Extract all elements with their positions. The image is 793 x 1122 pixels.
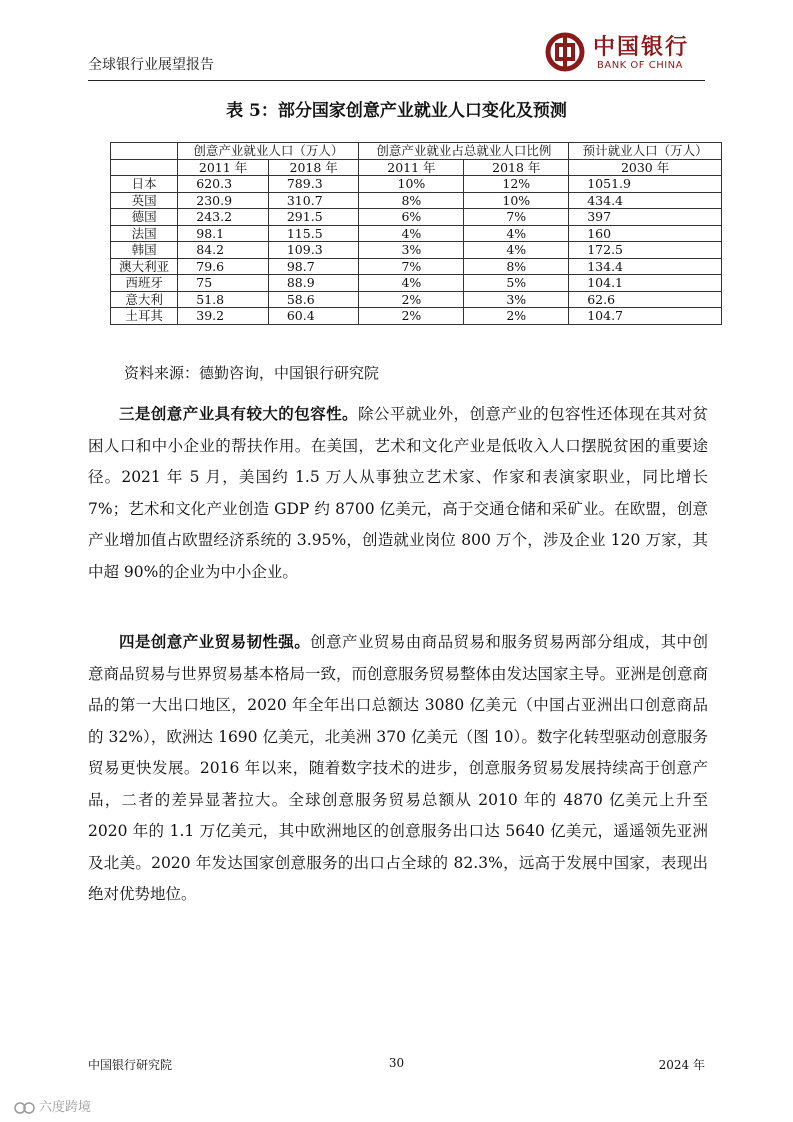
page-number: 30 bbox=[388, 1056, 405, 1070]
page-header bbox=[88, 28, 705, 81]
value-cell: 10% bbox=[464, 192, 569, 209]
group-header-employment: 创意产业就业人口（万人） bbox=[178, 143, 359, 160]
value-cell: 1051.9 bbox=[569, 176, 722, 193]
value-cell: 3% bbox=[464, 291, 569, 308]
country-cell: 德国 bbox=[111, 209, 178, 226]
value-cell: 62.6 bbox=[569, 291, 722, 308]
table-row bbox=[111, 176, 722, 193]
value-cell: 12% bbox=[464, 176, 569, 193]
value-cell: 6% bbox=[359, 209, 464, 226]
table-row bbox=[111, 242, 722, 259]
bank-of-china-logo bbox=[545, 30, 705, 76]
watermark bbox=[14, 1096, 91, 1115]
value-cell: 75 bbox=[178, 275, 269, 292]
table-row bbox=[111, 258, 722, 275]
value-cell: 79.6 bbox=[178, 258, 269, 275]
report-title: 全球银行业展望报告 bbox=[88, 57, 214, 73]
paragraph-lead: 三是创意产业具有较大的包容性。 bbox=[119, 404, 358, 423]
logo-text-cn: 中国银行 bbox=[593, 34, 690, 60]
value-cell: 84.2 bbox=[178, 242, 269, 259]
bank-emblem-icon bbox=[545, 32, 585, 72]
value-cell: 3% bbox=[359, 242, 464, 259]
country-cell: 意大利 bbox=[111, 291, 178, 308]
value-cell: 4% bbox=[359, 225, 464, 242]
sub-header: 2018 年 bbox=[464, 159, 569, 176]
value-cell: 434.4 bbox=[569, 192, 722, 209]
value-cell: 134.4 bbox=[569, 258, 722, 275]
table-source: 资料来源：德勤咨询，中国银行研究院 bbox=[124, 364, 380, 382]
table-group-header-row bbox=[111, 143, 722, 160]
value-cell: 230.9 bbox=[178, 192, 269, 209]
value-cell: 51.8 bbox=[178, 291, 269, 308]
employment-table bbox=[110, 142, 722, 325]
value-cell: 8% bbox=[359, 192, 464, 209]
value-cell: 39.2 bbox=[178, 308, 269, 325]
corner-cell bbox=[111, 143, 178, 160]
corner-cell bbox=[111, 159, 178, 176]
value-cell: 98.1 bbox=[178, 225, 269, 242]
sub-header: 2018 年 bbox=[268, 159, 359, 176]
table-row bbox=[111, 291, 722, 308]
value-cell: 109.3 bbox=[268, 242, 359, 259]
value-cell: 7% bbox=[464, 209, 569, 226]
sub-header: 2030 年 bbox=[569, 159, 722, 176]
paragraph-body: 除公平就业外，创意产业的包容性还体现在其对贫困人口和中小企业的帮扶作用。在美国，艺术和文化产业是低收入人口摆脱贫困的重要途径。2021 年 5 月，美国约 1.5 万人从事独立艺术家、作家和表演家职业，同比增长 7%；艺术和文化产业创造 GDP 约 8700 亿美元，高于交通仓储和采矿业。在欧盟，创意产业增加值占欧盟经济系统的 3.95%，创造就业岗位 800 万个，涉及企业 120 万家，其中超 90%的企业为中小企业。 bbox=[88, 405, 708, 581]
value-cell: 7% bbox=[359, 258, 464, 275]
value-cell: 104.7 bbox=[569, 308, 722, 325]
table-body bbox=[111, 176, 722, 325]
country-cell: 韩国 bbox=[111, 242, 178, 259]
table-row bbox=[111, 225, 722, 242]
table-row bbox=[111, 275, 722, 292]
watermark-text: 六度跨境 bbox=[39, 1100, 92, 1115]
country-cell: 日本 bbox=[111, 176, 178, 193]
table-row bbox=[111, 308, 722, 325]
footer-year: 2024 年 bbox=[658, 1058, 705, 1072]
paragraph-inclusiveness bbox=[88, 398, 708, 588]
value-cell: 98.7 bbox=[268, 258, 359, 275]
value-cell: 4% bbox=[464, 225, 569, 242]
paragraph-lead: 四是创意产业贸易韧性强。 bbox=[119, 632, 311, 651]
value-cell: 115.5 bbox=[268, 225, 359, 242]
value-cell: 4% bbox=[464, 242, 569, 259]
value-cell: 291.5 bbox=[268, 209, 359, 226]
value-cell: 88.9 bbox=[268, 275, 359, 292]
value-cell: 8% bbox=[464, 258, 569, 275]
value-cell: 2% bbox=[464, 308, 569, 325]
value-cell: 4% bbox=[359, 275, 464, 292]
logo-text-en: BANK OF CHINA bbox=[597, 60, 683, 71]
table-row bbox=[111, 209, 722, 226]
country-cell: 法国 bbox=[111, 225, 178, 242]
value-cell: 789.3 bbox=[268, 176, 359, 193]
paragraph-body: 创意产业贸易由商品贸易和服务贸易两部分组成，其中创意商品贸易与世界贸易基本格局一致，而创意服务贸易整体由发达国家主导。亚洲是创意商品的第一大出口地区，2020 年全年出口总额达 3080 亿美元（中国占亚洲出口创意商品的 32%），欧洲达 1690 亿美元，北美洲 370 亿美元（图 10）。数字化转型驱动创意服务贸易更快发展。2016 年以来，随着数字技术的进步，创意服务贸易发展持续高于创意产品，二者的差异显著拉大。全球创意服务贸易总额从 2010 年的 4870 亿美元上升至 2020 年的 1.1 万亿美元，其中欧洲地区的创意服务出口达 5640 亿美元，遥遥领先亚洲及北美。2020 年发达国家创意服务的出口占全球的 82.3%，远高于发展中国家，表现出绝对优势地位。 bbox=[88, 633, 709, 903]
group-header-share: 创意产业就业占总就业人口比例 bbox=[359, 143, 569, 160]
value-cell: 160 bbox=[569, 225, 722, 242]
sub-header: 2011 年 bbox=[359, 159, 464, 176]
value-cell: 2% bbox=[359, 308, 464, 325]
footer-org: 中国银行研究院 bbox=[88, 1058, 173, 1072]
paragraph-trade-resilience bbox=[88, 626, 708, 911]
country-cell: 英国 bbox=[111, 192, 178, 209]
country-cell: 西班牙 bbox=[111, 275, 178, 292]
value-cell: 5% bbox=[464, 275, 569, 292]
value-cell: 104.1 bbox=[569, 275, 722, 292]
value-cell: 2% bbox=[359, 291, 464, 308]
value-cell: 58.6 bbox=[268, 291, 359, 308]
table-sub-header-row bbox=[111, 159, 722, 176]
sub-header: 2011 年 bbox=[178, 159, 269, 176]
table-row bbox=[111, 192, 722, 209]
value-cell: 60.4 bbox=[268, 308, 359, 325]
value-cell: 10% bbox=[359, 176, 464, 193]
country-cell: 土耳其 bbox=[111, 308, 178, 325]
watermark-logo-icon bbox=[14, 1101, 36, 1115]
value-cell: 397 bbox=[569, 209, 722, 226]
country-cell: 澳大利亚 bbox=[111, 258, 178, 275]
value-cell: 310.7 bbox=[268, 192, 359, 209]
value-cell: 243.2 bbox=[178, 209, 269, 226]
value-cell: 620.3 bbox=[178, 176, 269, 193]
group-header-projection: 预计就业人口（万人） bbox=[569, 143, 722, 160]
value-cell: 172.5 bbox=[569, 242, 722, 259]
table-caption: 表 5：部分国家创意产业就业人口变化及预测 bbox=[226, 101, 567, 121]
